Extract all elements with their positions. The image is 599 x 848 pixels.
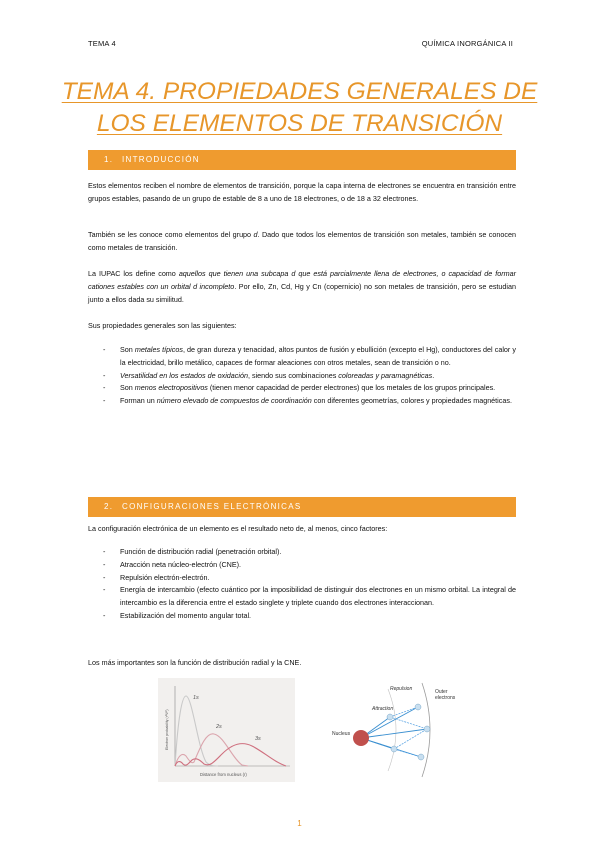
intro-paragraph-2 [88,228,516,254]
section-1-heading-bar [88,150,516,170]
item3-a: Son [120,383,135,393]
item3-b: menos electropositivos [134,383,208,393]
factors-list [88,546,516,623]
item2-c: coloreadas y paramagnéticas [338,370,433,380]
item2-a: Versatilidad en los estados de oxidación [120,370,248,380]
electron-2 [424,726,430,732]
electron-1 [415,704,421,710]
outer-label-2: electrons [435,695,456,701]
item2-b: , siendo sus combinaciones [248,370,339,380]
title-line-2: LOS ELEMENTOS DE TRANSICIÓN [96,110,503,137]
list-item: - Energía de intercambio (efecto cuántico por la imposibilidad de distinguir dos electrones en un mismo orbital. La integral de intercambio es la diferencia entre el estado singlete y triplete cuando dos electrones interaccionan. [88,584,516,610]
section-1-number: 1. [104,155,114,164]
attraction-label: Attraction [372,706,394,712]
y-axis-label: Electron probability (r²Ψ²) [165,709,169,750]
nucleus-attraction-figure [330,681,468,779]
title-line-1: TEMA 4. PROPIEDADES GENERALES DE [61,78,538,105]
nucleus [353,730,369,746]
radial-distribution-figure [158,678,295,782]
item3-c: (tienen menor capacidad de perder electrones) que los metales de los grupos principales. [207,383,496,393]
config-paragraph-2: Los más importantes son la función de distribución radial y la CNE. [88,658,302,667]
x-axis-label: Distance from nucleus (r) [200,772,247,777]
header-left: TEMA 4 [88,39,116,48]
properties-list [88,344,516,408]
item4-b: número elevado de compuestos de coordinación [156,396,312,406]
item4-a: Forman un [120,396,157,406]
section-2-heading: CONFIGURACIONES ELECTRÓNICAS [122,502,302,511]
section-2-number: 2. [104,502,114,511]
list-item: - Atracción neta núcleo-electrón (CNE). [88,559,516,572]
intro-p3-text-b: aquellos que tienen una subcapa d que está parcialmente llena de electrones, o capacidad de formar cationes estables con un orbital d incompleto [88,269,516,291]
item2-d: . [432,370,435,380]
electron-5 [391,746,397,752]
section-2-heading-bar [88,497,516,517]
item1-a: Son [120,345,135,354]
list-item [88,395,516,408]
list-item: - Estabilización del momento angular total. [88,610,516,623]
intro-paragraph-1: Estos elementos reciben el nombre de elementos de transición, porque la capa interna de electrones se encuentra en transición entre grupos estables, pasando de un grupo de estable de 8 a uno de 18 electrones, o de 18 a 32 electrones. [88,181,516,203]
label-3s: 3s [255,736,261,742]
repulsion-label: Repulsion [390,686,413,692]
electron-4 [387,714,393,720]
config-paragraph-1: La configuración electrónica de un elemento es el resultado neto de, al menos, cinco factores: [88,524,388,533]
header-right: QUÍMICA INORGÁNICA II [421,39,513,48]
item4-c: con diferentes geometrías, colores y propiedades magnéticas. [311,396,512,406]
intro-paragraph-3 [88,267,516,306]
outer-label-1: Outer [435,689,448,695]
item1-b: metales típicos [134,345,183,354]
list-item: - Función de distribución radial (penetración orbital). [88,546,516,559]
page-title [60,76,539,140]
list-item [88,382,516,395]
intro-p3-text-a: La IUPAC los define como [88,269,179,278]
repulsion-arrow-2 [394,729,427,749]
section-1-heading: INTRODUCCIÓN [122,155,200,164]
intro-p2-text-b: d [253,230,258,239]
intro-paragraph-4: Sus propiedades generales son las siguientes: [88,321,237,330]
item1-c: , de gran dureza y tenacidad, altos puntos de fusión y ebullición (excepto el Hg), conductores del calor y la electricidad, brillo metálico, capaces de formar aleaciones con otros metales, sean de transición o no. [120,345,516,367]
list-item [88,344,516,370]
intro-p2-text-a: También se les conoce como elementos del grupo [88,230,254,239]
electron-3 [418,754,424,760]
page-number: 1 [297,819,302,828]
intro-p3-text-c: . Por ello, Zn, Cd, Hg y Cn (copernicio) no son metales de transición, pero se estudian junto a ellos dada su similitud. [88,282,516,304]
label-2s: 2s [216,724,222,730]
inner-shell-arc [388,689,396,771]
list-item [88,370,516,383]
nucleus-label: Nucleus [332,731,351,737]
intro-p2-text-c: . Dado que todos los elementos de transición son metales, también se conocen como metales de transición. [88,230,516,252]
list-item: - Repulsión electrón-electrón. [88,572,516,585]
label-1s: 1s [193,695,199,701]
figure-background [158,678,295,782]
